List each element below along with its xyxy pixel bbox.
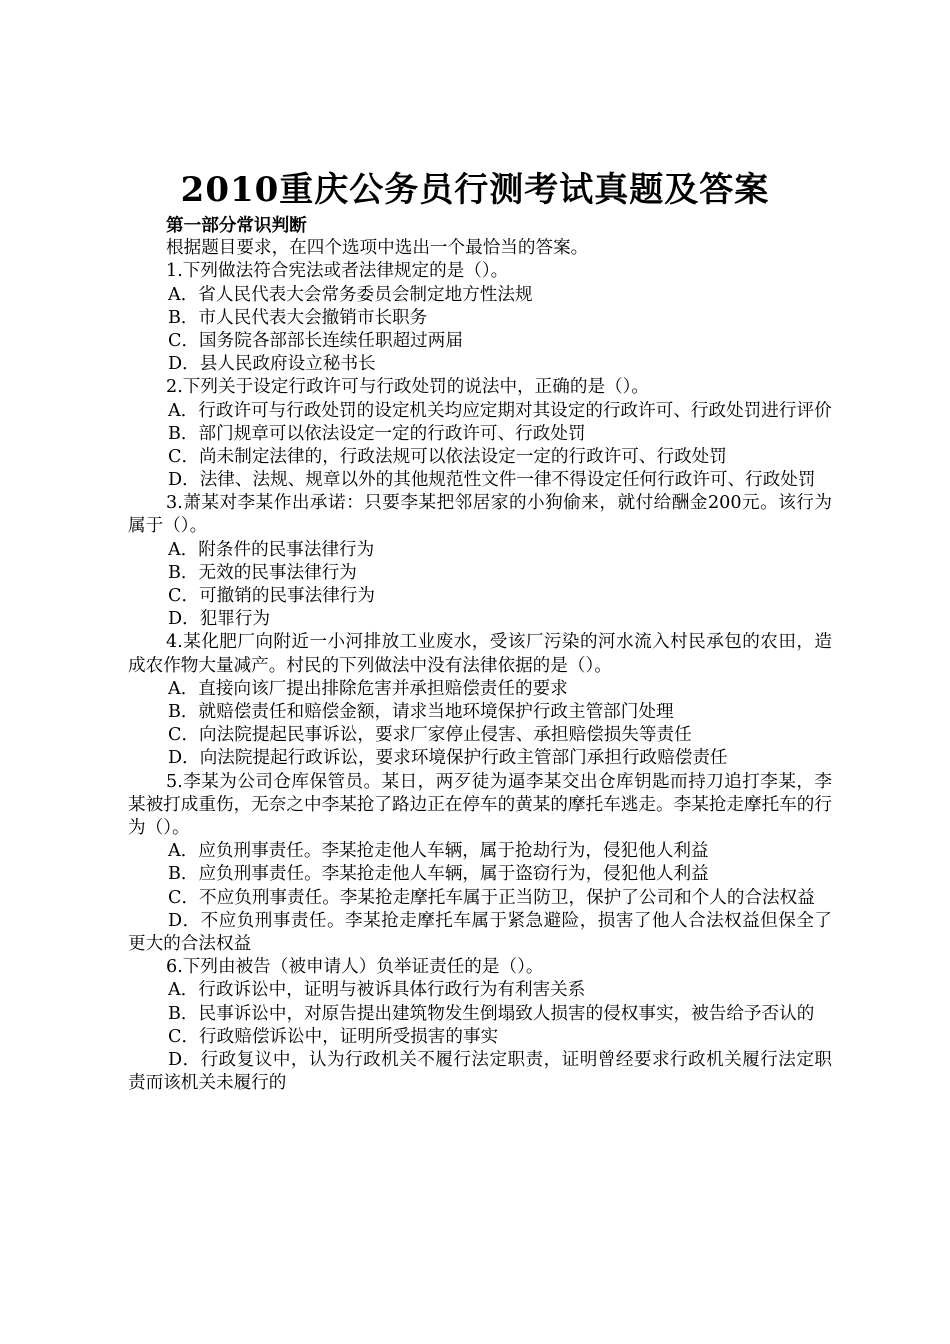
- question-option: A．省人民代表大会常务委员会制定地方性法规: [168, 284, 533, 305]
- question-option: C．行政赔偿诉讼中，证明所受损害的事实: [168, 1026, 499, 1047]
- question-option: D．行政复议中，认为行政机关不履行法定职责，证明曾经要求行政机关履行法定职责而该机关未履行的: [128, 1049, 832, 1094]
- question-option: C．尚未制定法律的，行政法规可以依法设定一定的行政许可、行政处罚: [168, 446, 727, 467]
- question-option: A．附条件的民事法律行为: [168, 539, 375, 560]
- instruction-text: 根据题目要求，在四个选项中选出一个最恰当的答案。: [166, 238, 589, 259]
- question-option: D．县人民政府设立秘书长: [168, 354, 376, 375]
- question-option: B．部门规章可以依法设定一定的行政许可、行政处罚: [168, 423, 586, 444]
- question-stem: 1.下列做法符合宪法或者法律规定的是（）。: [166, 261, 509, 282]
- question-option: D．向法院提起行政诉讼，要求环境保护行政主管部门承担行政赔偿责任: [168, 748, 728, 769]
- question-option: A．应负刑事责任。李某抢走他人车辆，属于抢劫行为，侵犯他人利益: [168, 841, 709, 862]
- question-option: B．应负刑事责任。李某抢走他人车辆，属于盗窃行为，侵犯他人利益: [168, 864, 709, 885]
- question-option: C．可撤销的民事法律行为: [168, 586, 375, 607]
- question-option: C．向法院提起民事诉讼，要求厂家停止侵害、承担赔偿损失等责任: [168, 725, 692, 746]
- question-option: C．不应负刑事责任。李某抢走摩托车属于正当防卫，保护了公司和个人的合法权益: [168, 887, 815, 908]
- question-option: D．犯罪行为: [168, 609, 271, 630]
- document-title: 2010重庆公务员行测考试真题及答案: [180, 170, 770, 210]
- question-stem: 5.李某为公司仓库保管员。某日，两歹徒为逼李某交出仓库钥匙而持刀追打李某，李某被打成重伤，无奈之中李某抢了路边正在停车的黄某的摩托车逃走。李某抢走摩托车的行为（）。: [128, 771, 832, 838]
- question-stem: 6.下列由被告（被申请人）负举证责任的是（）。: [166, 957, 544, 978]
- question-stem: 4.某化肥厂向附近一小河排放工业废水，受该厂污染的河水流入村民承包的农田，造成农作物大量减产。村民的下列做法中没有法律依据的是（）。: [128, 632, 832, 676]
- question-option: B．无效的民事法律行为: [168, 562, 357, 583]
- question-option: C．国务院各部部长连续任职超过两届: [168, 330, 463, 351]
- question-stem: 2.下列关于设定行政许可与行政处罚的说法中，正确的是（）。: [166, 377, 650, 398]
- question-option: B．市人民代表大会撤销市长职务: [168, 307, 428, 328]
- question-option: A．行政许可与行政处罚的设定机关均应定期对其设定的行政许可、行政处罚进行评价: [168, 400, 832, 421]
- question-option: D．法律、法规、规章以外的其他规范性文件一律不得设定任何行政许可、行政处罚: [168, 470, 816, 491]
- question-option: A．行政诉讼中，证明与被诉具体行政行为有利害关系: [168, 980, 586, 1001]
- question-stem: 3.萧某对李某作出承诺：只要李某把邻居家的小狗偷来，就付给酬金200元。该行为属于（）。: [128, 493, 832, 537]
- question-option: B．就赔偿责任和赔偿金额，请求当地环境保护行政主管部门处理: [168, 702, 674, 723]
- section-heading: 第一部分常识判断: [166, 215, 307, 236]
- question-option: A．直接向该厂提出排除危害并承担赔偿责任的要求: [168, 678, 568, 699]
- document-body: [128, 214, 832, 1095]
- question-option: B．民事诉讼中，对原告提出建筑物发生倒塌致人损害的侵权事实，被告给予否认的: [168, 1003, 815, 1024]
- question-option: D．不应负刑事责任。李某抢走摩托车属于紧急避险，损害了他人合法权益但保全了更大的合法权益: [128, 910, 832, 954]
